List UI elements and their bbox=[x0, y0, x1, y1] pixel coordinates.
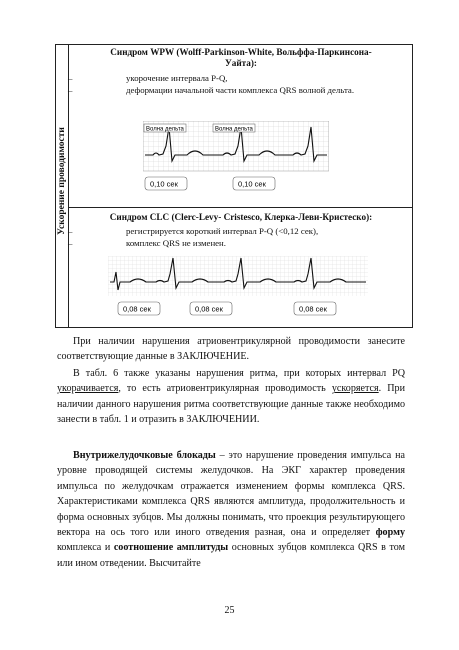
p3-text-f: основных зубцов комплекса QRS в том или ином отведении. Высчитайте bbox=[57, 542, 405, 569]
p2-text-e: . При наличии данного нарушения ритма соответствующие данные также необходимо занести в табл. 1 и отразить в ЗАКЛЮЧЕНИИ. bbox=[57, 383, 405, 426]
clc-interval-1: 0,08 сек bbox=[123, 304, 151, 314]
p3-text-d: комплекса и bbox=[57, 542, 114, 554]
dash: – bbox=[68, 226, 73, 236]
dash: – bbox=[68, 85, 73, 95]
clc-title: Синдром CLC (Clerc-Levy- Cristesco, Клерка-Леви-Кристеско): bbox=[109, 212, 373, 222]
p3-bold-form: форму bbox=[375, 527, 405, 539]
wpw-interval-2: 0,10 сек bbox=[238, 179, 266, 189]
row-divider bbox=[69, 207, 412, 208]
p2-underlined-accelerates: ускоряется bbox=[331, 383, 379, 395]
wpw-title bbox=[76, 47, 406, 69]
dash: – bbox=[68, 238, 73, 248]
clc-item-text: регистрируется короткий интервал P-Q (<0,12 сек), bbox=[126, 226, 319, 236]
wpw-item-1 bbox=[68, 73, 228, 84]
wpw-item-text: деформации начальной части комплекса QRS волной дельта. bbox=[126, 85, 355, 95]
clc-ecg-figure bbox=[108, 256, 368, 318]
p3-text-b: – это нарушение проведения импульса на уровне проводящей системы желудочков. На ЭКГ характер проведения импульса по желудочкам отражается изменением формы комплекса QRS. Характеристиками комплекса QRS являются амплитуда, продолжительность и форма основных зубцов. Мы должны понимать, что проекция результирующего вектора на ось того или иного отведения разная, она и определяет bbox=[57, 450, 405, 539]
paragraph-3 bbox=[57, 448, 405, 571]
clc-interval-2: 0,08 сек bbox=[195, 304, 223, 314]
clc-item-2 bbox=[68, 238, 226, 249]
paragraph-2 bbox=[57, 366, 405, 428]
clc-item-1 bbox=[68, 226, 319, 237]
p1-text: При наличии нарушения атриовентрикулярной проводимости занесите соответствующие данные в ЗАКЛЮЧЕНИЕ. bbox=[57, 336, 405, 363]
wave-label-2: Волна дельта bbox=[215, 126, 253, 133]
wave-label-1: Волна дельта bbox=[146, 126, 184, 133]
wpw-item-text: укорочение интервала P-Q, bbox=[126, 73, 228, 83]
dash: – bbox=[68, 73, 73, 83]
paragraph-1 bbox=[57, 334, 405, 365]
wpw-title-line1: Синдром WPW (Wolff-Parkinson-White, Вольффа-Паркинсона- bbox=[110, 47, 372, 57]
wpw-ecg-figure bbox=[143, 121, 329, 193]
p2-text-c: , то есть атриовентрикулярная проводимость bbox=[118, 383, 332, 395]
p3-bold-term: Внутрижелудочковые блокады bbox=[73, 450, 216, 461]
p3-bold-amplitude: соотношение амплитуды bbox=[113, 542, 229, 554]
syndrome-table bbox=[55, 44, 413, 328]
wpw-interval-1: 0,10 сек bbox=[150, 179, 178, 189]
side-label: Ускорение проводимости bbox=[57, 127, 67, 235]
p2-text-a: В табл. 6 также указаны нарушения ритма, при которых интервал PQ bbox=[73, 368, 405, 379]
wpw-item-2 bbox=[68, 85, 355, 96]
page-number: 25 bbox=[224, 605, 235, 616]
clc-item-text: комплекс QRS не изменен. bbox=[126, 238, 226, 248]
p2-underlined-shortens: укорачивается bbox=[57, 383, 119, 395]
clc-interval-3: 0,08 сек bbox=[299, 304, 327, 314]
wpw-title-line2: Уайта): bbox=[225, 58, 257, 68]
